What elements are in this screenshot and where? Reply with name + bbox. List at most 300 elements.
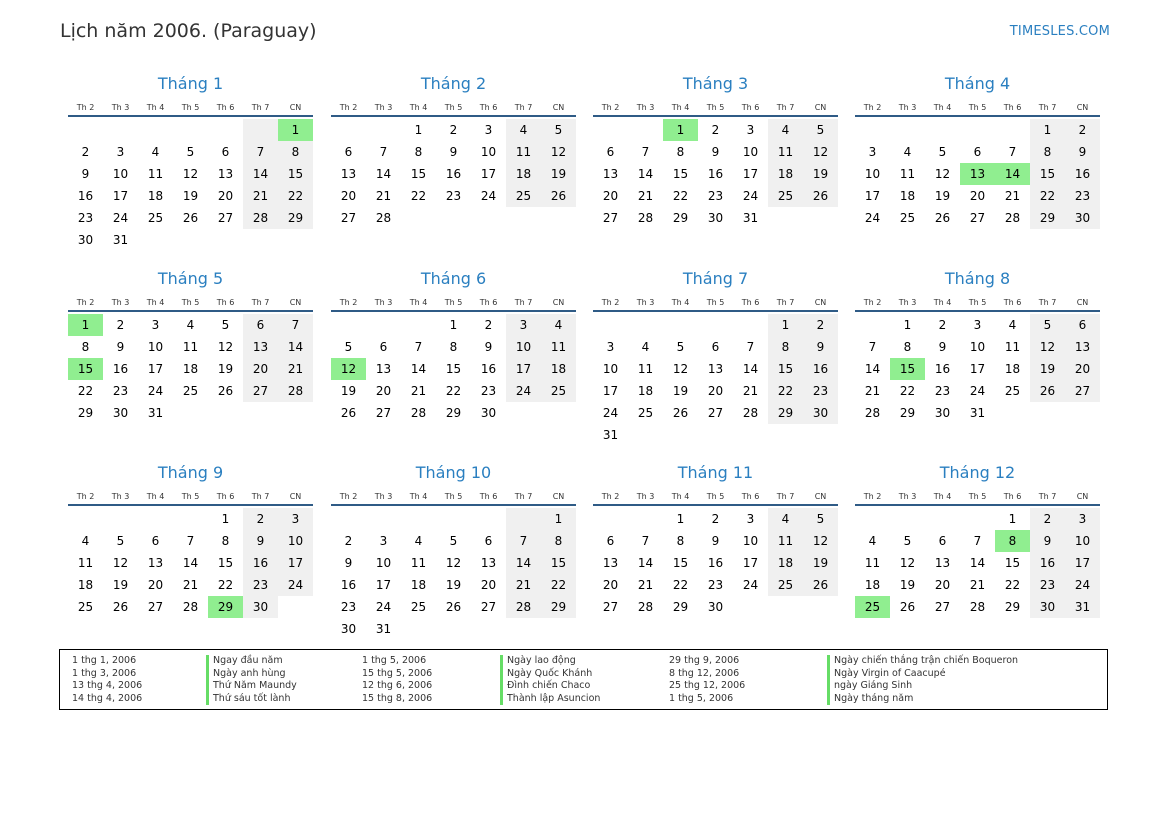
day-cell: 6 (711, 340, 720, 354)
day-cell: 13 (375, 362, 392, 376)
day-cell: 13 (934, 556, 951, 570)
day-cell: 27 (934, 600, 951, 614)
day-grid (331, 119, 576, 229)
legend-holiday-name: Ngày Quốc Khánh (500, 668, 600, 681)
weekend-day-cell: 23 (243, 574, 278, 596)
empty-day-cell (331, 508, 366, 530)
day-cell: 22 (445, 384, 462, 398)
page-title: Lịch năm 2006. (Paraguay) (60, 20, 317, 42)
day-cell: 7 (186, 534, 195, 548)
weekday-header (593, 95, 838, 117)
legend-name-column (206, 655, 297, 705)
legend-date: 15 thg 5, 2006 (362, 667, 433, 679)
day-cell: 18 (899, 189, 916, 203)
day-cell: 9 (81, 167, 90, 181)
weekday-header (331, 484, 576, 506)
day-cell: 3 (151, 318, 160, 332)
weekday-label: Th 2 (863, 297, 882, 307)
weekend-day-cell: 11 (768, 530, 803, 552)
empty-day-cell (663, 424, 698, 446)
day-cell: 28 (375, 211, 392, 225)
day-cell: 23 (934, 384, 951, 398)
day-cell: 30 (480, 406, 497, 420)
day-cell: 12 (217, 340, 234, 354)
weekday-label: CN (1076, 297, 1089, 307)
day-cell: 24 (742, 189, 759, 203)
empty-day-cell (855, 508, 890, 530)
day-cell: 25 (637, 406, 654, 420)
weekend-day-cell: 30 (803, 402, 838, 424)
legend-date: 1 thg 1, 2006 (72, 655, 137, 666)
day-cell: 4 (1008, 318, 1017, 332)
day-cell: 16 (934, 362, 951, 376)
day-cell: 25 (1004, 384, 1021, 398)
weekday-label: Th 4 (409, 297, 428, 307)
month-block (593, 268, 838, 446)
day-cell: 13 (147, 556, 164, 570)
day-cell: 8 (449, 340, 458, 354)
weekday-label: Th 4 (933, 297, 952, 307)
day-cell: 21 (864, 384, 881, 398)
weekday-header (855, 290, 1100, 312)
day-cell: 31 (147, 406, 164, 420)
day-cell: 1 (1008, 512, 1017, 526)
day-cell: 24 (864, 211, 881, 225)
day-cell: 24 (375, 600, 392, 614)
legend-name-column (500, 655, 600, 705)
empty-day-cell (925, 508, 960, 530)
weekend-day-cell: 19 (541, 163, 576, 185)
empty-day-cell (366, 314, 401, 336)
day-cell: 31 (602, 428, 619, 442)
day-cell: 10 (112, 167, 129, 181)
weekday-label: Th 3 (898, 297, 917, 307)
weekend-day-cell: 11 (768, 141, 803, 163)
month-title: Tháng 3 (682, 74, 749, 93)
day-cell: 11 (147, 167, 164, 181)
day-cell: 19 (340, 384, 357, 398)
legend-date-column (362, 655, 432, 705)
weekday-label: Th 7 (776, 297, 795, 307)
day-cell: 26 (934, 211, 951, 225)
day-cell: 11 (864, 556, 881, 570)
day-cell: 22 (217, 578, 234, 592)
weekday-header (855, 484, 1100, 506)
day-cell: 20 (934, 578, 951, 592)
day-cell: 19 (112, 578, 129, 592)
weekday-label: Th 2 (863, 102, 882, 112)
day-cell: 6 (606, 145, 615, 159)
legend-holiday-name: Thứ sáu tốt lành (206, 693, 297, 706)
day-cell: 26 (340, 406, 357, 420)
day-grid (593, 119, 838, 229)
day-cell: 28 (742, 406, 759, 420)
weekday-label: Th 5 (706, 297, 725, 307)
day-cell: 7 (641, 145, 650, 159)
empty-day-cell (331, 119, 366, 141)
weekend-day-cell: 22 (541, 574, 576, 596)
day-cell: 4 (868, 534, 877, 548)
day-cell: 10 (969, 340, 986, 354)
weekday-label: Th 7 (514, 297, 533, 307)
empty-day-cell (698, 314, 733, 336)
day-cell: 26 (899, 600, 916, 614)
weekend-day-cell: 16 (243, 552, 278, 574)
day-cell: 18 (637, 384, 654, 398)
day-cell: 16 (112, 362, 129, 376)
empty-day-cell (960, 508, 995, 530)
weekday-label: Th 5 (968, 297, 987, 307)
day-cell: 11 (899, 167, 916, 181)
holiday-day-cell: 13 (960, 163, 995, 185)
weekday-label: CN (552, 102, 565, 112)
day-cell: 20 (147, 578, 164, 592)
weekend-day-cell: 3 (1065, 508, 1100, 530)
month-block (68, 462, 313, 618)
day-cell: 1 (676, 512, 685, 526)
weekend-day-cell: 18 (768, 163, 803, 185)
day-cell: 4 (414, 534, 423, 548)
weekend-day-cell: 18 (506, 163, 541, 185)
month-block (331, 268, 576, 424)
empty-day-cell (138, 229, 173, 251)
weekend-day-cell: 31 (1065, 596, 1100, 618)
weekend-day-cell: 30 (243, 596, 278, 618)
month-title: Tháng 5 (157, 269, 224, 288)
weekend-day-cell: 25 (768, 185, 803, 207)
day-cell: 4 (151, 145, 160, 159)
day-cell: 29 (1004, 600, 1021, 614)
day-cell: 27 (969, 211, 986, 225)
weekend-day-cell: 16 (1065, 163, 1100, 185)
day-cell: 25 (410, 600, 427, 614)
day-cell: 2 (711, 123, 720, 137)
brand-link[interactable]: TIMESLES.COM (1009, 24, 1110, 39)
day-cell: 18 (410, 578, 427, 592)
empty-day-cell (1065, 402, 1100, 424)
month-title: Tháng 12 (939, 463, 1016, 482)
day-cell: 2 (81, 145, 90, 159)
day-cell: 30 (77, 233, 94, 247)
day-cell: 24 (969, 384, 986, 398)
weekday-label: CN (814, 297, 827, 307)
weekend-day-cell: 3 (278, 508, 313, 530)
day-cell: 18 (1004, 362, 1021, 376)
day-cell: 27 (217, 211, 234, 225)
weekday-label: CN (814, 102, 827, 112)
day-cell: 4 (186, 318, 195, 332)
day-grid (593, 314, 838, 446)
day-cell: 20 (707, 384, 724, 398)
legend-holiday-name: Ngay đầu năm (206, 655, 297, 668)
weekend-day-cell: 28 (506, 596, 541, 618)
day-cell: 12 (934, 167, 951, 181)
legend-holiday-name: Thành lập Asuncion (500, 693, 600, 706)
day-cell: 29 (672, 600, 689, 614)
day-cell: 20 (375, 384, 392, 398)
weekday-label: Th 4 (671, 297, 690, 307)
weekend-day-cell: 30 (1065, 207, 1100, 229)
day-cell: 26 (672, 406, 689, 420)
weekday-label: Th 4 (671, 491, 690, 501)
weekend-day-cell: 9 (1065, 141, 1100, 163)
empty-day-cell (960, 119, 995, 141)
day-cell: 23 (340, 600, 357, 614)
weekday-header (593, 484, 838, 506)
empty-day-cell (208, 229, 243, 251)
day-cell: 15 (410, 167, 427, 181)
day-cell: 10 (742, 534, 759, 548)
day-cell: 13 (340, 167, 357, 181)
weekday-label: Th 4 (409, 491, 428, 501)
weekday-label: Th 2 (76, 102, 95, 112)
empty-day-cell (68, 508, 103, 530)
weekday-label: Th 6 (741, 491, 760, 501)
weekday-label: Th 3 (898, 102, 917, 112)
day-cell: 23 (112, 384, 129, 398)
day-cell: 1 (414, 123, 423, 137)
day-cell: 9 (344, 556, 353, 570)
empty-day-cell (278, 229, 313, 251)
weekend-day-cell: 17 (278, 552, 313, 574)
day-cell: 26 (182, 211, 199, 225)
day-cell: 5 (938, 145, 947, 159)
day-cell: 17 (147, 362, 164, 376)
weekday-label: Th 3 (898, 491, 917, 501)
weekday-label: Th 4 (146, 491, 165, 501)
month-title: Tháng 11 (677, 463, 754, 482)
weekend-day-cell: 26 (1030, 380, 1065, 402)
empty-day-cell (541, 618, 576, 640)
day-cell: 7 (868, 340, 877, 354)
day-cell: 7 (641, 534, 650, 548)
empty-day-cell (401, 207, 436, 229)
day-cell: 20 (602, 578, 619, 592)
day-cell: 14 (375, 167, 392, 181)
empty-day-cell (855, 119, 890, 141)
day-cell: 22 (1004, 578, 1021, 592)
day-grid (68, 508, 313, 618)
empty-day-cell (1030, 402, 1065, 424)
holiday-day-cell: 15 (68, 358, 103, 380)
weekday-label: CN (814, 491, 827, 501)
weekday-label: Th 5 (181, 102, 200, 112)
month-block (855, 268, 1100, 424)
weekday-label: Th 3 (111, 297, 130, 307)
weekday-label: CN (1076, 491, 1089, 501)
weekend-day-cell: 15 (1030, 163, 1065, 185)
weekend-day-cell: 12 (1030, 336, 1065, 358)
weekday-label: Th 2 (76, 297, 95, 307)
weekend-day-cell: 27 (1065, 380, 1100, 402)
empty-day-cell (278, 596, 313, 618)
day-cell: 27 (147, 600, 164, 614)
weekday-label: Th 7 (514, 102, 533, 112)
day-cell: 16 (445, 167, 462, 181)
empty-day-cell (173, 508, 208, 530)
month-block (331, 462, 576, 640)
day-cell: 31 (969, 406, 986, 420)
weekday-label: Th 5 (968, 102, 987, 112)
weekday-label: Th 7 (514, 491, 533, 501)
weekend-day-cell: 8 (768, 336, 803, 358)
holiday-day-cell: 8 (995, 530, 1030, 552)
day-cell: 11 (637, 362, 654, 376)
day-cell: 19 (217, 362, 234, 376)
day-cell: 6 (938, 534, 947, 548)
day-cell: 9 (711, 534, 720, 548)
empty-day-cell (593, 314, 628, 336)
day-cell: 29 (77, 406, 94, 420)
weekday-label: Th 7 (776, 491, 795, 501)
holiday-day-cell: 12 (331, 358, 366, 380)
weekend-day-cell: 7 (278, 314, 313, 336)
day-cell: 11 (410, 556, 427, 570)
weekend-day-cell: 23 (1065, 185, 1100, 207)
day-cell: 12 (112, 556, 129, 570)
weekday-label: Th 5 (706, 102, 725, 112)
day-cell: 21 (637, 578, 654, 592)
empty-day-cell (890, 508, 925, 530)
weekday-label: Th 3 (636, 297, 655, 307)
day-cell: 7 (1008, 145, 1017, 159)
weekend-day-cell: 8 (278, 141, 313, 163)
day-cell: 17 (742, 556, 759, 570)
day-cell: 7 (414, 340, 423, 354)
empty-day-cell (803, 596, 838, 618)
weekday-label: Th 6 (1003, 102, 1022, 112)
day-cell: 25 (182, 384, 199, 398)
weekday-label: Th 6 (741, 102, 760, 112)
day-cell: 11 (77, 556, 94, 570)
day-cell: 3 (606, 340, 615, 354)
day-cell: 6 (221, 145, 230, 159)
day-cell: 2 (449, 123, 458, 137)
day-cell: 29 (445, 406, 462, 420)
weekend-day-cell: 17 (1065, 552, 1100, 574)
weekend-day-cell: 7 (506, 530, 541, 552)
day-cell: 21 (742, 384, 759, 398)
day-cell: 6 (973, 145, 982, 159)
day-cell: 1 (449, 318, 458, 332)
day-cell: 12 (899, 556, 916, 570)
legend-date: 14 thg 4, 2006 (72, 692, 143, 704)
day-cell: 19 (445, 578, 462, 592)
day-cell: 25 (77, 600, 94, 614)
day-cell: 22 (672, 189, 689, 203)
day-cell: 28 (410, 406, 427, 420)
weekend-day-cell: 22 (768, 380, 803, 402)
weekend-day-cell: 1 (541, 508, 576, 530)
day-cell: 17 (480, 167, 497, 181)
weekday-label: Th 4 (933, 102, 952, 112)
day-cell: 17 (375, 578, 392, 592)
month-title: Tháng 6 (420, 269, 487, 288)
month-block (593, 73, 838, 229)
weekend-day-cell: 16 (1030, 552, 1065, 574)
day-cell: 10 (147, 340, 164, 354)
weekday-label: Th 6 (216, 491, 235, 501)
weekday-label: Th 3 (636, 491, 655, 501)
day-cell: 28 (182, 600, 199, 614)
weekend-day-cell: 5 (1030, 314, 1065, 336)
weekday-label: Th 2 (76, 491, 95, 501)
day-cell: 6 (151, 534, 160, 548)
day-cell: 20 (969, 189, 986, 203)
weekend-day-cell: 5 (541, 119, 576, 141)
day-cell: 4 (81, 534, 90, 548)
legend-date: 1 thg 5, 2006 (669, 692, 734, 704)
weekday-label: CN (289, 491, 302, 501)
weekend-day-cell: 25 (768, 574, 803, 596)
weekend-day-cell: 11 (506, 141, 541, 163)
weekday-label: Th 2 (601, 297, 620, 307)
weekend-day-cell: 28 (278, 380, 313, 402)
weekday-label: Th 2 (339, 491, 358, 501)
weekday-label: Th 3 (374, 297, 393, 307)
weekend-day-cell: 9 (243, 530, 278, 552)
day-cell: 9 (484, 340, 493, 354)
weekend-day-cell: 30 (1030, 596, 1065, 618)
empty-day-cell (173, 119, 208, 141)
legend-date-column (669, 655, 745, 705)
day-grid (855, 314, 1100, 424)
day-cell: 28 (637, 211, 654, 225)
weekend-day-cell: 8 (1030, 141, 1065, 163)
day-cell: 14 (637, 556, 654, 570)
month-block (855, 462, 1100, 618)
weekend-day-cell: 19 (803, 552, 838, 574)
day-cell: 8 (676, 534, 685, 548)
weekday-label: Th 5 (444, 102, 463, 112)
weekend-day-cell: 15 (278, 163, 313, 185)
day-cell: 6 (484, 534, 493, 548)
legend-holiday-name: Ngày anh hùng (206, 668, 297, 681)
weekend-day-cell: 28 (243, 207, 278, 229)
empty-day-cell (541, 207, 576, 229)
day-cell: 24 (480, 189, 497, 203)
day-cell: 2 (344, 534, 353, 548)
day-grid (593, 508, 838, 618)
weekend-day-cell: 26 (803, 185, 838, 207)
weekday-label: Th 2 (863, 491, 882, 501)
weekend-day-cell: 10 (506, 336, 541, 358)
day-cell: 31 (375, 622, 392, 636)
weekday-label: Th 3 (636, 102, 655, 112)
weekday-label: Th 5 (706, 491, 725, 501)
weekend-day-cell: 23 (1030, 574, 1065, 596)
day-cell: 10 (480, 145, 497, 159)
empty-day-cell (506, 508, 541, 530)
day-cell: 14 (410, 362, 427, 376)
weekend-day-cell: 6 (1065, 314, 1100, 336)
empty-day-cell (803, 424, 838, 446)
empty-day-cell (995, 119, 1030, 141)
weekend-day-cell: 4 (541, 314, 576, 336)
day-cell: 3 (973, 318, 982, 332)
month-title: Tháng 4 (944, 74, 1011, 93)
empty-day-cell (593, 508, 628, 530)
day-cell: 23 (707, 578, 724, 592)
day-cell: 7 (973, 534, 982, 548)
weekday-label: Th 7 (1038, 491, 1057, 501)
day-cell: 5 (449, 534, 458, 548)
empty-day-cell (698, 424, 733, 446)
legend-date: 1 thg 5, 2006 (362, 655, 427, 666)
empty-day-cell (401, 314, 436, 336)
weekday-label: Th 3 (111, 491, 130, 501)
day-grid (855, 508, 1100, 618)
